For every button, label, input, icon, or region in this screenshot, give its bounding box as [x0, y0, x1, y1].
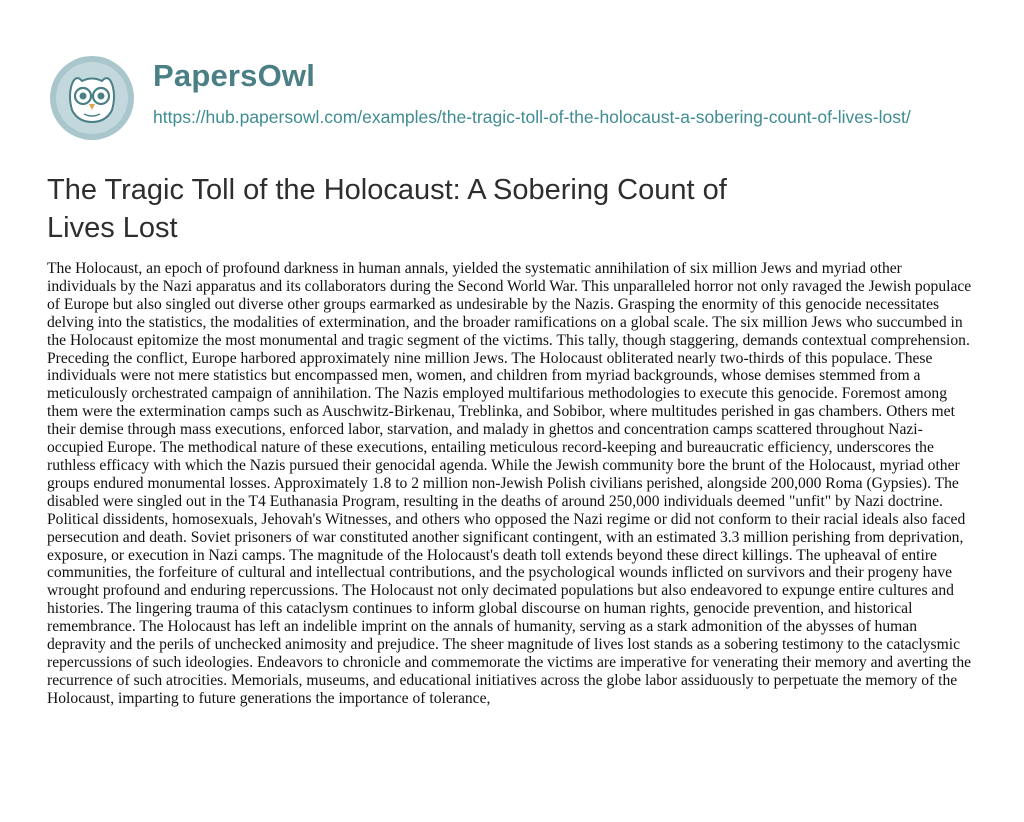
source-url-link[interactable]: https://hub.papersowl.com/examples/the-tragic-toll-of-the-holocaust-a-sobering-count-of-lives-lost/ — [153, 107, 911, 127]
brand-name: PapersOwl — [153, 58, 316, 93]
document-title: The Tragic Toll of the Holocaust: A Sobering Count of Lives Lost — [47, 174, 727, 244]
owl-logo-icon[interactable] — [48, 54, 136, 142]
document-body: The Holocaust, an epoch of profound darkness in human annals, yielded the systematic annihilation of six million Jews and myriad other individuals by the Nazi apparatus and its collaborators during the Second World War. This unparalleled horror not only ravaged the Jewish populace of Europe but also singled out diverse other groups earmarked as undesirable by the Nazis. Grasping the enormity of this genocide necessitates delving into the statistics, the modalities of extermination, and the broader ramifications on a global scale. The six million Jews who succumbed in the Holocaust epitomize the most monumental and tragic segment of the victims. This tally, though staggering, demands contextual comprehension. Preceding the conflict, Europe harbored approximately nine million Jews. The Holocaust obliterated nearly two-thirds of this populace. These individuals were not mere statistics but encompassed men, women, and children from myriad backgrounds, whose demises stemmed from a meticulously orchestrated campaign of annihilation. The Nazis employed multifarious methodologies to execute this genocide. Foremost among them were the extermination camps such as Auschwitz-Birkenau, Treblinka, and Sobibor, where multitudes perished in gas chambers. Others met their demise through mass executions, enforced labor, starvation, and malady in ghettos and concentration camps scattered throughout Nazi-occupied Europe. The methodical nature of these executions, entailing meticulous record-keeping and bureaucratic efficiency, underscores the ruthless efficacy with which the Nazis pursued their genocidal agenda. While the Jewish community bore the brunt of the Holocaust, myriad other groups endured monumental losses. Approximately 1.8 to 2 million non-Jewish Polish civilians perished, alongside 200,000 Roma (Gypsies). The disabled were singled out in the T4 Euthanasia Program, resulting in the deaths of around 250,000 individuals deemed "unfit" by Nazi doctrine. Political dissidents, homosexuals, Jehovah's Witnesses, and others who opposed the Nazi regime or did not conform to their racial ideals also faced persecution and death. Soviet prisoners of war constituted another significant contingent, with an estimated 3.3 million perishing from deprivation, exposure, or execution in Nazi camps. The magnitude of the Holocaust's death toll extends beyond these direct killings. The upheaval of entire communities, the forfeiture of cultural and intellectual contributions, and the psychological wounds inflicted on survivors and their progeny have wrought profound and enduring repercussions. The Holocaust not only decimated populations but also endeavored to expunge entire cultures and histories. The lingering trauma of this cataclysm continues to inform global discourse on human rights, genocide prevention, and historical remembrance. The Holocaust has left an indelible imprint on the annals of humanity, serving as a stark admonition of the abysses of human depravity and the perils of unchecked animosity and prejudice. The sheer magnitude of lives lost stands as a sobering testimony to the cataclysmic repercussions of such ideologies. Endeavors to chronicle and commemorate the victims are imperative for venerating their memory and averting the recurrence of such atrocities. Memorials, museums, and educational initiatives across the globe labor assiduously to perpetuate the memory of the Holocaust, imparting to future generations the importance of tolerance, — [47, 260, 972, 707]
owl-logo-graphic — [48, 54, 136, 142]
